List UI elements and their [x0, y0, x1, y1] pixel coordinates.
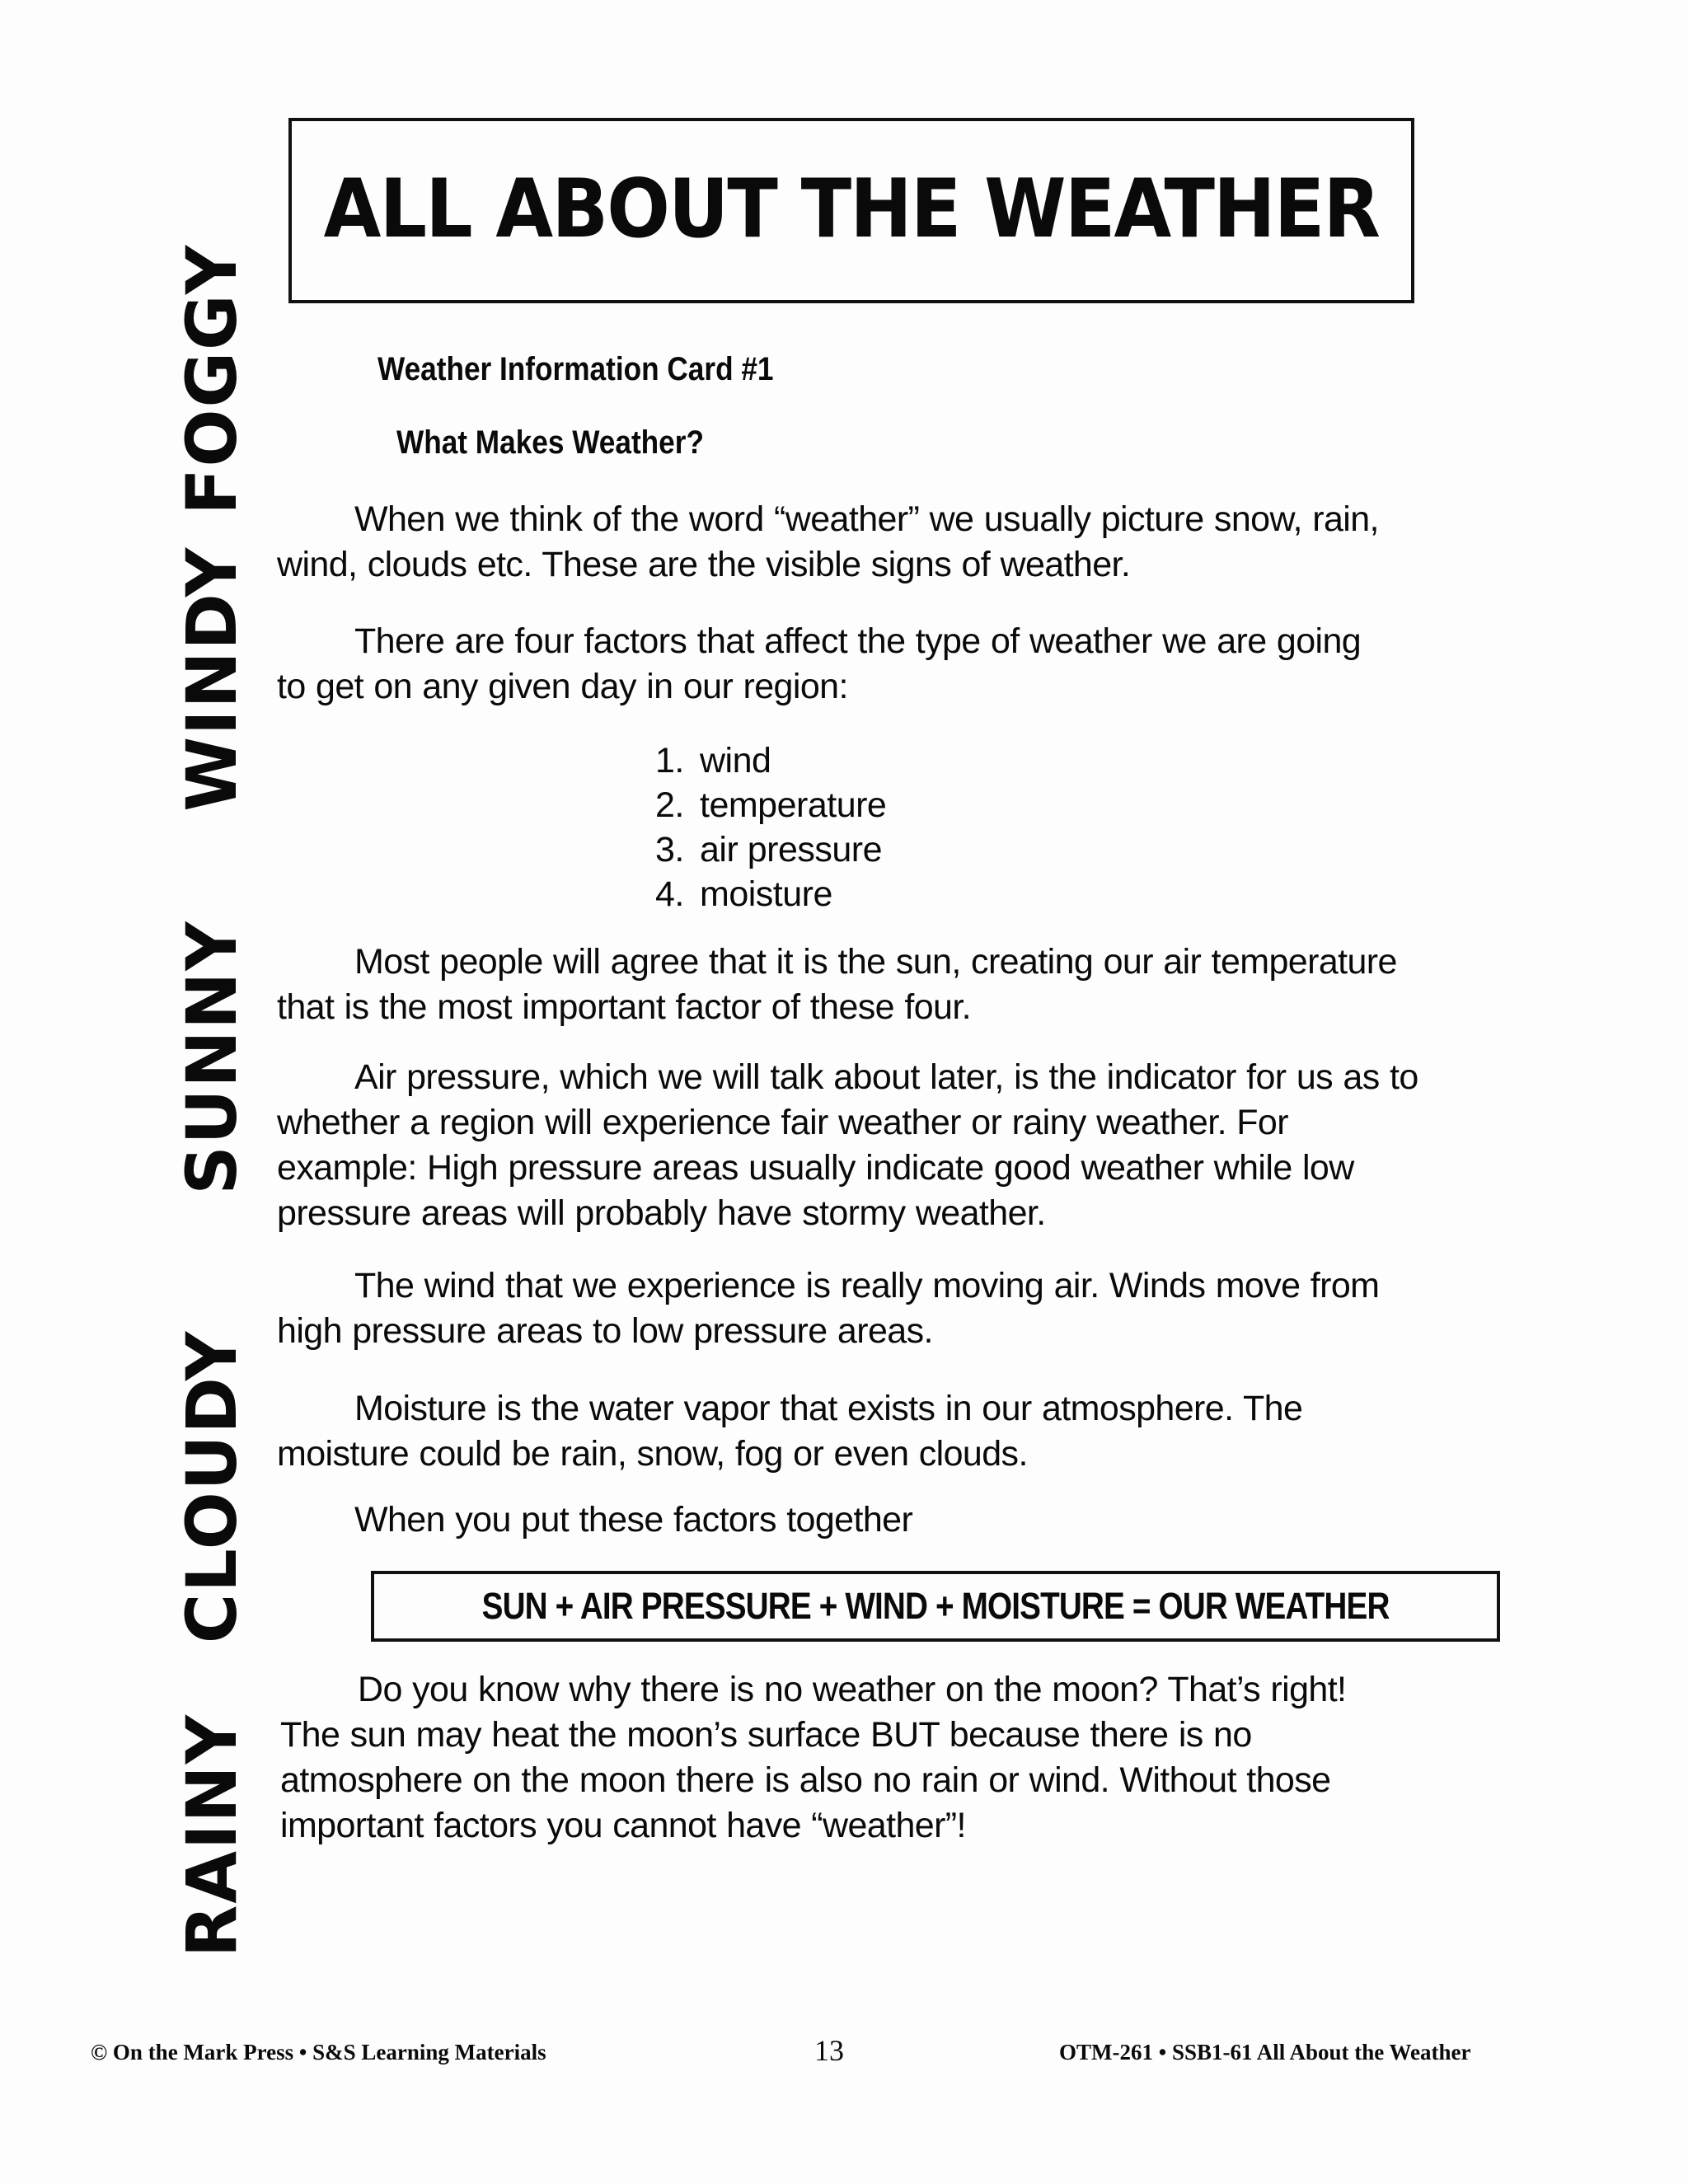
paragraph-line: atmosphere on the moon there is also no rain or wind. Without those	[280, 1760, 1331, 1800]
paragraph-four-factors	[277, 619, 1579, 710]
paragraph-line: to get on any given day in our region:	[277, 667, 848, 706]
paragraph-line: moisture could be rain, snow, fog or even clouds.	[277, 1434, 1028, 1474]
list-label: wind	[700, 741, 771, 780]
footer-product-code: OTM-261 • SSB1-61 All About the Weather	[1059, 2040, 1471, 2064]
paragraph-line: pressure areas will probably have stormy weather.	[277, 1193, 1046, 1233]
paragraph-line: There are four factors that affect the type of weather we are going	[354, 621, 1362, 661]
sidebar-word-rainy: RAINY	[171, 1713, 252, 1957]
paragraph-line: whether a region will experience fair weather or rainy weather. For	[277, 1103, 1288, 1142]
list-label: moisture	[700, 874, 832, 914]
list-item	[655, 783, 886, 827]
paragraph-visible-signs	[277, 497, 1579, 588]
paragraph-line: Moisture is the water vapor that exists in our atmosphere. The	[354, 1389, 1303, 1428]
list-number: 1.	[655, 741, 684, 780]
paragraph-sun	[277, 940, 1579, 1030]
section-question: What Makes Weather?	[396, 424, 704, 461]
paragraph-line: When you put these factors together	[354, 1500, 913, 1540]
factor-list	[655, 738, 886, 916]
paragraph-line: high pressure areas to low pressure areas.	[277, 1311, 933, 1351]
paragraph-line: wind, clouds etc. These are the visible signs of weather.	[277, 545, 1131, 584]
page-title: ALL ABOUT THE WEATHER	[323, 162, 1380, 256]
page-number: 13	[814, 2034, 844, 2067]
card-heading: Weather Information Card #1	[377, 351, 774, 387]
weather-words-sidebar	[171, 243, 252, 1960]
paragraph-line: Do you know why there is no weather on the moon? That’s right!	[358, 1670, 1347, 1709]
sidebar-word-foggy: FOGGY	[171, 243, 252, 515]
paragraph-line: When we think of the word “weather” we usually picture snow, rain,	[354, 499, 1379, 539]
list-number: 2.	[655, 785, 684, 825]
list-item	[655, 738, 886, 783]
list-label: temperature	[700, 785, 887, 825]
paragraph-moon	[280, 1667, 1582, 1849]
paragraph-air-pressure	[277, 1055, 1579, 1236]
footer-copyright: © On the Mark Press • S&S Learning Materials	[91, 2040, 546, 2064]
paragraph-moisture	[277, 1386, 1579, 1477]
paragraph-line: example: High pressure areas usually indicate good weather while low	[277, 1148, 1354, 1188]
paragraph-line: that is the most important factor of these four.	[277, 987, 972, 1027]
title-box	[288, 118, 1414, 303]
paragraph-line: important factors you cannot have “weather”!	[280, 1806, 966, 1845]
paragraph-line: Most people will agree that it is the sun, creating our air temperature	[354, 942, 1397, 982]
sidebar-word-cloudy: CLOUDY	[171, 1329, 252, 1644]
list-label: air pressure	[700, 830, 883, 869]
list-item	[655, 872, 886, 916]
sidebar-word-sunny: SUNNY	[171, 920, 252, 1195]
list-number: 4.	[655, 874, 684, 914]
paragraph-put-together	[277, 1497, 1579, 1543]
equation-box	[371, 1571, 1500, 1642]
weather-equation: SUN + AIR PRESSURE + WIND + MOISTURE = OUR WEATHER	[481, 1585, 1390, 1627]
list-number: 3.	[655, 830, 684, 869]
list-item	[655, 827, 886, 872]
sidebar-word-windy: WINDY	[171, 546, 252, 812]
paragraph-line: Air pressure, which we will talk about later, is the indicator for us as to	[354, 1057, 1418, 1097]
paragraph-line: The sun may heat the moon’s surface BUT because there is no	[280, 1715, 1252, 1755]
paragraph-line: The wind that we experience is really moving air. Winds move from	[354, 1266, 1380, 1305]
paragraph-wind	[277, 1263, 1579, 1354]
